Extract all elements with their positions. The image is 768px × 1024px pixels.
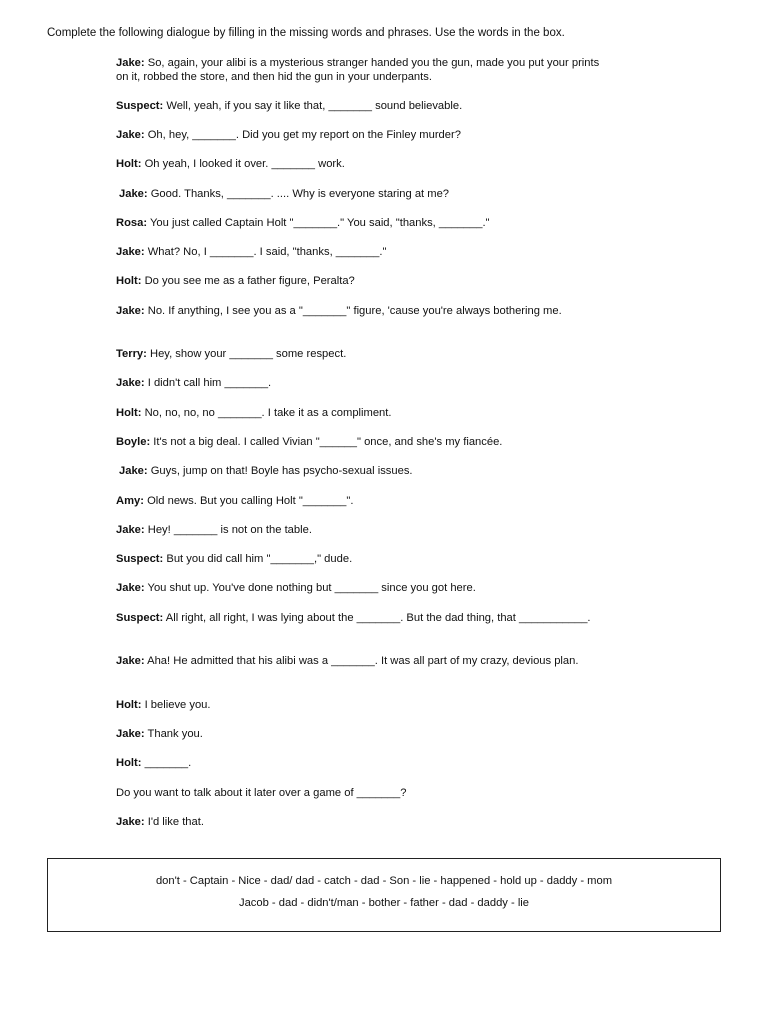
speaker: Jake: [116, 524, 145, 536]
speaker: Holt: [116, 275, 142, 287]
dialogue-line [119, 464, 609, 478]
line-text: Thank you. [144, 728, 203, 740]
line-text: What? No, I _______. I said, "thanks, _______." [144, 246, 387, 258]
dialogue-line [116, 157, 606, 171]
line-text: Oh, hey, _______. Did you get my report on the Finley murder? [144, 129, 461, 141]
line-text: I believe you. [141, 699, 211, 711]
word-box-line-1: don't - Captain - Nice - dad/ dad - catch - dad - Son - lie - happened - hold up - daddy - mom [155, 875, 613, 887]
speaker: Jake: [116, 655, 145, 667]
line-text: Hey! _______ is not on the table. [144, 524, 312, 536]
dialogue-line [116, 494, 606, 508]
dialogue-line [116, 347, 606, 361]
dialogue-line [116, 756, 606, 770]
speaker: Jake: [116, 246, 145, 258]
dialogue-line [116, 99, 606, 113]
line-text: No. If anything, I see you as a "_______" figure, 'cause you're always bothering me. [144, 305, 562, 317]
speaker: Jake: [116, 377, 145, 389]
speaker: Boyle: [116, 436, 151, 448]
dialogue-line [116, 128, 606, 142]
speaker: Holt: [116, 699, 142, 711]
speaker: Jake: [116, 816, 145, 828]
speaker: Suspect: [116, 100, 164, 112]
dialogue-line [116, 815, 606, 829]
dialogue-line [116, 523, 606, 537]
dialogue-line [119, 187, 609, 201]
line-text: Do you want to talk about it later over a game of _______? [116, 787, 407, 799]
speaker: Holt: [116, 158, 142, 170]
line-text: _______. [141, 757, 192, 769]
line-text: You just called Captain Holt "_______." You said, "thanks, _______." [147, 217, 490, 229]
speaker: Jake: [116, 129, 145, 141]
line-text: No, no, no, no _______. I take it as a compliment. [141, 407, 392, 419]
speaker: Jake: [116, 305, 145, 317]
line-text: Hey, show your _______ some respect. [146, 348, 347, 360]
speaker: Suspect: [116, 553, 164, 565]
speaker: Jake: [116, 582, 145, 594]
dialogue-line [116, 245, 606, 259]
line-text: I'd like that. [144, 816, 204, 828]
dialogue-line [116, 698, 606, 712]
line-text: Well, yeah, if you say it like that, _______ sound believable. [163, 100, 463, 112]
dialogue-line [116, 56, 606, 84]
speaker: Amy: [116, 495, 144, 507]
dialogue-line [116, 435, 606, 449]
speaker: Terry: [116, 348, 147, 360]
word-box [47, 858, 721, 932]
line-text: You shut up. You've done nothing but _______ since you got here. [144, 582, 476, 594]
dialogue-line [116, 654, 606, 668]
dialogue-line [116, 786, 606, 800]
line-text: Good. Thanks, _______. .... Why is everyone staring at me? [147, 188, 450, 200]
dialogue-line [116, 376, 606, 390]
speaker: Jake: [119, 188, 148, 200]
line-text: So, again, your alibi is a mysterious stranger handed you the gun, made you put your prints on it, robbed the store, and then hid the gun in your underpants. [116, 57, 600, 83]
speaker: Holt: [116, 757, 142, 769]
dialogue-line [116, 274, 606, 288]
speaker: Jake: [116, 57, 145, 69]
instructions: Complete the following dialogue by filling in the missing words and phrases. Use the words in the box. [47, 27, 565, 39]
line-text: It's not a big deal. I called Vivian "______" once, and she's my fiancée. [150, 436, 503, 448]
speaker: Jake: [119, 465, 148, 477]
line-text: All right, all right, I was lying about the _______. But the dad thing, that ___________. [163, 612, 591, 624]
dialogue-line [116, 406, 606, 420]
dialogue-line [116, 581, 606, 595]
speaker: Jake: [116, 728, 145, 740]
line-text: But you did call him "_______," dude. [163, 553, 353, 565]
line-text: Old news. But you calling Holt "_______". [143, 495, 354, 507]
dialogue-line [116, 611, 606, 625]
speaker: Rosa: [116, 217, 148, 229]
line-text: I didn't call him _______. [144, 377, 272, 389]
line-text: Do you see me as a father figure, Peralta? [141, 275, 355, 287]
line-text: Guys, jump on that! Boyle has psycho-sexual issues. [147, 465, 413, 477]
dialogue-line [116, 552, 606, 566]
line-text: Aha! He admitted that his alibi was a _______. It was all part of my crazy, devious plan. [144, 655, 579, 667]
speaker: Holt: [116, 407, 142, 419]
speaker: Suspect: [116, 612, 164, 624]
word-box-line-2: Jacob - dad - didn't/man - bother - father - dad - daddy - lie [238, 897, 530, 909]
line-text: Oh yeah, I looked it over. _______ work. [141, 158, 345, 170]
dialogue-line [116, 216, 606, 230]
dialogue-line [116, 304, 606, 318]
dialogue-line [116, 727, 606, 741]
